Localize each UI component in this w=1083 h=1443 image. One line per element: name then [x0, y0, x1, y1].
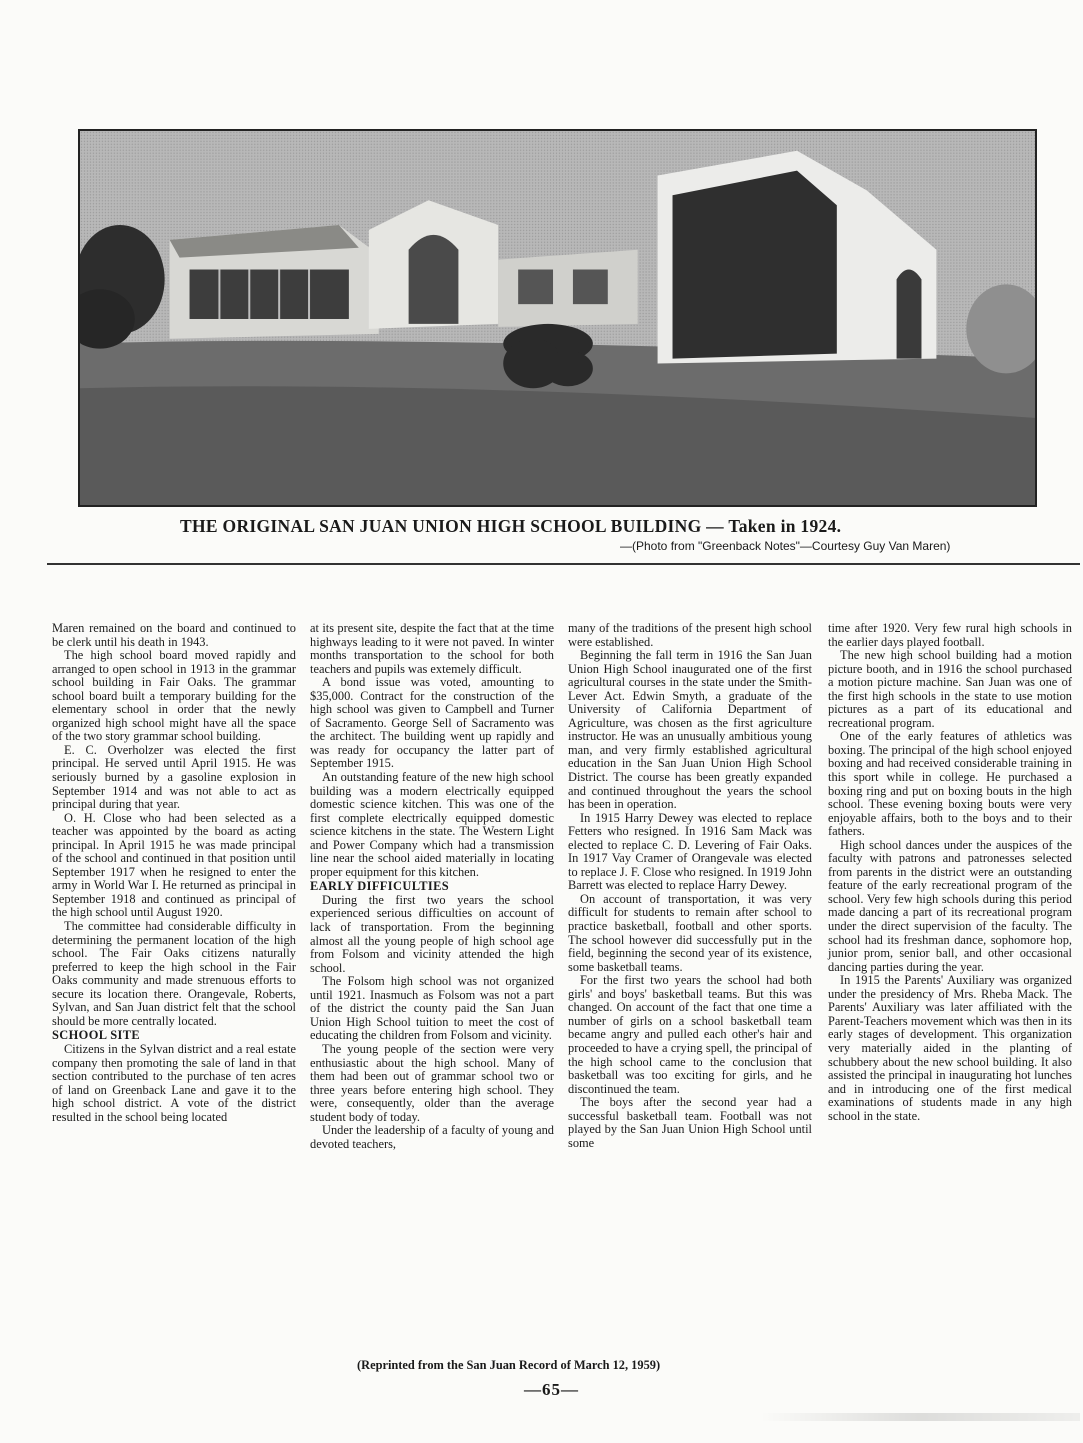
paragraph: One of the early features of athletics was boxing. The principal of the high school enjoyed boxing and had received considerable training in this sport while in college. He purchased a boxing ring and put on boxing bouts in the high school. These evening boxing bouts were very enjoyable affairs, both to the boys and to their fathers.: [828, 729, 1072, 839]
school-building-photo: [78, 129, 1037, 507]
paragraph: During the first two years the school experienced serious difficulties on account of lack of transportation. From the beginning almost all the young people of high school age from Folsom and vicinity attended the high school.: [310, 892, 554, 975]
paragraph: Under the leadership of a faculty of young and devoted teachers,: [310, 1123, 554, 1151]
photo-illustration: [80, 131, 1035, 505]
photo-credit: —(Photo from "Greenback Notes"—Courtesy Guy Van Maren): [620, 539, 951, 553]
paragraph: Maren remained on the board and continued to be clerk until his death in 1943.: [52, 621, 296, 649]
section-heading: SCHOOL SITE: [52, 1028, 141, 1043]
paragraph: On account of transportation, it was very difficult for students to remain after school to practice basketball, football and other sports. The school however did successfully put in the field, beginning the second year of its existence, some basketball teams.: [568, 891, 812, 974]
article-column-2: [310, 622, 554, 1151]
paragraph: many of the traditions of the present high school were established.: [568, 621, 812, 649]
article-column-1: [52, 622, 296, 1124]
paragraph: time after 1920. Very few rural high schools in the earlier days played football.: [828, 621, 1072, 649]
paragraph: In 1915 Harry Dewey was elected to replace Fetters who resigned. In 1916 Sam Mack was elected to replace C. D. Levering of Fair Oaks. In 1917 Vay Cramer of Orangevale was elected to replace J. F. Close who resigned. In 1919 John Barrett was elected to replace Harry Dewey.: [568, 810, 812, 893]
paragraph: The young people of the section were very enthusiastic about the high school. Many of them had been out of grammar school two or three years before entering high school. They were, consequently, older than the average student body of today.: [310, 1041, 554, 1124]
paragraph: The Folsom high school was not organized until 1921. Inasmuch as Folsom was not a part of the district the county paid the San Juan Union High School tuition to meet the cost of educating the children from Folsom and vicinity.: [310, 974, 554, 1043]
page-number: —65—: [524, 1380, 579, 1399]
photo-caption: THE ORIGINAL SAN JUAN UNION HIGH SCHOOL BUILDING — Taken in 1924.: [180, 516, 842, 536]
paragraph: For the first two years the school had both girls' and boys' basketball teams. But this was changed. On account of the fact that one time a number of girls on a school basketball team became angry and pulled each other's hair and proceeded to have a crying spell, the principal of the high school came to the conclusion that basketball was too exciting for girls, and he discontinued the team.: [568, 973, 812, 1096]
paragraph: High school dances under the auspices of the faculty with patrons and patronesses selected from parents in the district were an outstanding feature of the early recreational program of the school. Very few high schools during this period made dancing a part of its recreational program under the direct supervision of the faculty. The school had its freshman dance, sophomore hop, junior prom, senior ball, and other occasional dancing parties during the year.: [828, 837, 1072, 974]
paragraph: In 1915 the Parents' Auxiliary was organized under the presidency of Mrs. Rheba Mack. The Parents' Auxiliary was later affiliated with the Parent-Teachers movement which was then in its early stages of development. This organization very materially aided in the planting of schubbery about the new school building. It also assisted the principal in inaugurating hot lunches and in introducing one of the first medical examinations of students made in any high school in the state.: [828, 973, 1072, 1123]
paragraph: E. C. Overholzer was elected the first principal. He served until April 1915. He was seriously burned by a gasoline explosion in September 1914 and was not able to act as principal during that year.: [52, 742, 296, 812]
section-heading: EARLY DIFFICULTIES: [310, 879, 450, 894]
paragraph: A bond issue was voted, amounting to $35,000. Contract for the construction of the high school was given to Campbell and Turner of Sacramento. George Sell of Sacramento was the architect. The building went up rapidly and was ready for occupancy the latter part of September 1915.: [310, 675, 554, 771]
scan-edge-shadow: [760, 1413, 1080, 1421]
article-column-4: [828, 622, 1072, 1123]
article-column-3: [568, 622, 812, 1150]
paragraph: Beginning the fall term in 1916 the San Juan Union High School inaugurated one of the first agricultural courses in the state under the Smith-Lever Act. Edwin Smyth, a graduate of the University of California Department of Agriculture, was chosen as the first agriculture instructor. He was an unusually ambitious young man, and very firmly established agricultural education in the San Juan Union High School District. The course has been greatly expanded and continued throughout the years the school has been in operation.: [568, 648, 812, 812]
paragraph: O. H. Close who had been selected as a teacher was appointed by the board as acting principal. In April 1915 he was made principal of the school and continued in that position until September 1917 when he resigned to enter the army in World War I. He returned as principal in September 1918 and continued as principal of the high school until August 1920.: [52, 810, 296, 920]
paragraph: Citizens in the Sylvan district and a real estate company then promoting the sale of land in that section contributed to the purchase of ten acres of land on Greenback Lane and gave it to the high school district. A vote of the district resulted in the school being located: [52, 1041, 296, 1124]
reprint-note: (Reprinted from the San Juan Record of March 12, 1959): [357, 1358, 661, 1372]
paragraph: The new high school building had a motion picture booth, and in 1916 the school purchased a motion picture machine. San Juan was one of the first high schools in the state to use motion pictures as a part of its educational and recreational program.: [828, 648, 1072, 730]
paragraph: An outstanding feature of the new high school building was a modern electrically equipped domestic science kitchen. This was one of the first complete electrically equipped domestic science kitchens in the state. The Western Light and Power Company which had a transmission line near the school aided materially in locating proper equipment for this kitchen.: [310, 770, 554, 879]
paragraph: The high school board moved rapidly and arranged to open school in 1913 in the grammar school building in Fair Oaks. The grammar school board built a temporary building for the elementary school in order that the newly organized high school might have all the space of the two story grammar school building.: [52, 648, 296, 744]
paragraph: The committee had considerable difficulty in determining the permanent location of the high school. The Fair Oaks citizens naturally preferred to keep the high school in the Fair Oaks community and made strenuous efforts to secure its location there. Orangevale, Roberts, Sylvan, and San Juan district felt that the school should be more centrally located.: [52, 919, 296, 1028]
horizontal-rule: [47, 563, 1080, 565]
paragraph: The boys after the second year had a successful basketball team. Football was not played by the San Juan Union High School until some: [568, 1095, 812, 1150]
paragraph: at its present site, despite the fact that at the time highways leading to it were not paved. In winter months transportation to the school for both teachers and pupils was extemely difficult.: [310, 621, 554, 676]
